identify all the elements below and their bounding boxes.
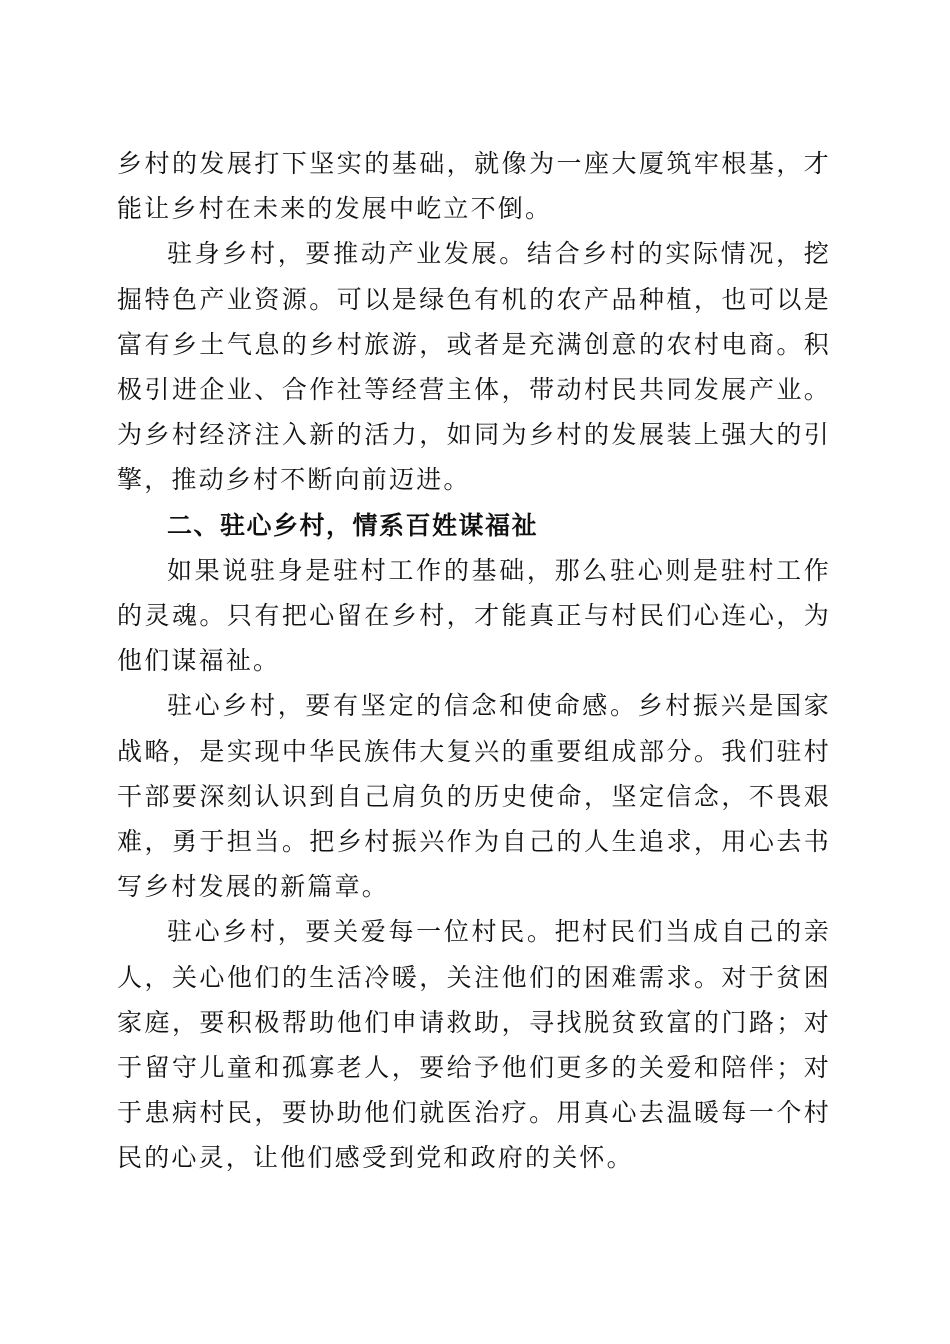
paragraph-care-villagers: 驻心乡村，要关爱每一位村民。把村民们当成自己的亲人，关心他们的生活冷暖，关注他们的困难需求。对于贫困家庭，要积极帮助他们申请救助，寻找脱贫致富的门路；对于留守儿童和孤寡老人，要给予他们更多的关爱和陪伴；对于患病村民，要协助他们就医治疗。用真心去温暖每一个村民的心灵，让他们感受到党和政府的关怀。: [117, 917, 831, 1173]
section-heading: 二、驻心乡村，情系百姓谋福祉: [167, 510, 539, 540]
paragraph-heart-intro: 如果说驻身是驻村工作的基础，那么驻心则是驻村工作的灵魂。只有把心留在乡村，才能真正与村民们心连心，为他们谋福祉。: [117, 555, 831, 676]
paragraph-continuation: 乡村的发展打下坚实的基础，就像为一座大厦筑牢根基，才能让乡村在未来的发展中屹立不倒。: [117, 149, 831, 224]
document-body: [117, 141, 831, 1181]
paragraph-industry-development: 驻身乡村，要推动产业发展。结合乡村的实际情况，挖掘特色产业资源。可以是绿色有机的农产品种植，也可以是富有乡土气息的乡村旅游，或者是充满创意的农村电商。积极引进企业、合作社等经营主体，带动村民共同发展产业。为乡村经济注入新的活力，如同为乡村的发展装上强大的引擎，推动乡村不断向前迈进。: [117, 239, 831, 495]
paragraph-belief-mission: 驻心乡村，要有坚定的信念和使命感。乡村振兴是国家战略，是实现中华民族伟大复兴的重要组成部分。我们驻村干部要深刻认识到自己肩负的历史使命，坚定信念，不畏艰难，勇于担当。把乡村振兴作为自己的人生追求，用心去书写乡村发展的新篇章。: [117, 691, 831, 902]
